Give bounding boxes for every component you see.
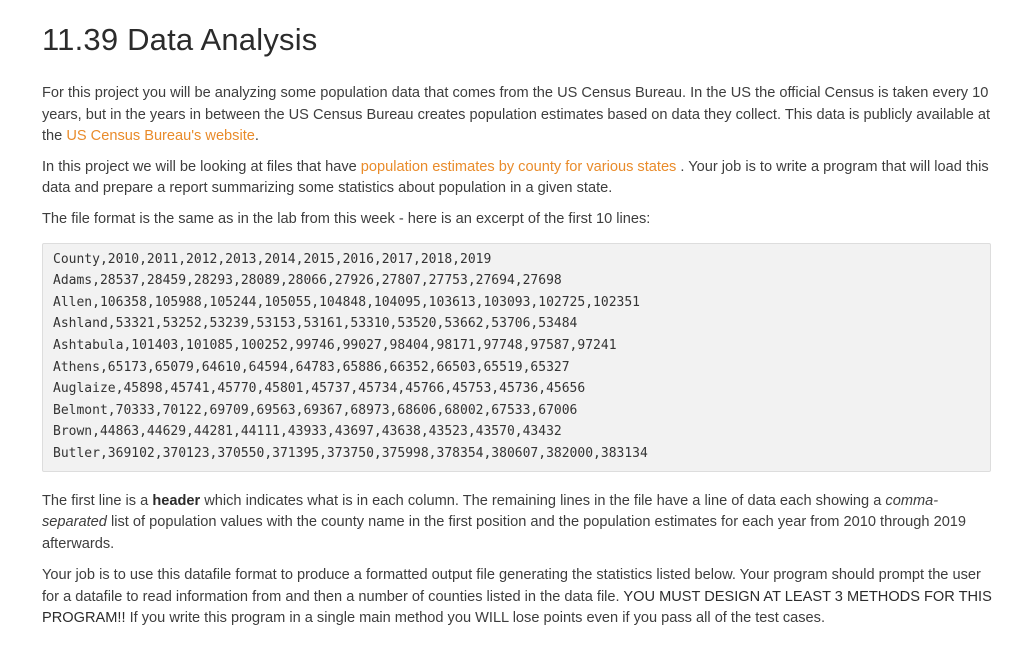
code-line: County,2010,2011,2012,2013,2014,2015,2016,2017,2018,2019 (53, 251, 492, 267)
header-para-text: The first line is a (42, 492, 153, 509)
code-line: Ashtabula,101403,101085,100252,99746,99027,98404,98171,97748,97587,97241 (53, 337, 617, 353)
project-paragraph (42, 157, 992, 200)
header-para-text: list of population values with the county name in the first position and the population estimates for each year from 2010 through 2019 afterwards. (42, 514, 967, 552)
code-line: Ashland,53321,53252,53239,53153,53161,53310,53520,53662,53706,53484 (53, 316, 578, 332)
job-paragraph (42, 565, 992, 630)
job-para-text: Your job is to use this datafile format to produce a formatted output file generating the statistics listed below. Your program should prompt the user for a datafile to read information from and then a number of counties listed in the data file. (42, 567, 981, 605)
census-website-link[interactable]: US Census Bureau's website (66, 128, 255, 145)
code-line: Butler,369102,370123,370550,371395,373750,375998,378354,380607,382000,383134 (53, 445, 648, 461)
code-line: Allen,106358,105988,105244,105055,104848,104095,103613,103093,102725,102351 (53, 294, 640, 310)
methods-requirement: YOU MUST DESIGN AT LEAST 3 METHODS FOR THIS PROGRAM!! (42, 588, 992, 627)
code-line: Belmont,70333,70122,69709,69563,69367,68973,68606,68002,67533,67006 (53, 402, 578, 418)
comma-separated-term: comma-separated (42, 492, 939, 531)
file-format-paragraph: The file format is the same as in the lab from this week - here is an excerpt of the first 10 lines: (42, 210, 651, 227)
intro-text-end: . (254, 128, 259, 145)
project-text: In this project we will be looking at files that have (42, 158, 361, 175)
code-line: Athens,65173,65079,64610,64594,64783,65886,66352,66503,65519,65327 (53, 359, 570, 375)
header-para-text: which indicates what is in each column. The remaining lines in the file have a line of data each showing a (200, 492, 886, 509)
code-line: Adams,28537,28459,28293,28089,28066,27926,27807,27753,27694,27698 (53, 273, 562, 289)
code-line: Brown,44863,44629,44281,44111,43933,43697,43638,43523,43570,43432 (53, 424, 562, 440)
page-title: 11.39 Data Analysis (42, 22, 318, 57)
project-text-end: . Your job is to write a program that will load this data and prepare a report summarizing some statistics about population in a given state. (42, 158, 989, 197)
job-para-text: If you write this program in a single main method you WILL lose points even if you pass all of the test cases. (125, 610, 826, 627)
intro-text: For this project you will be analyzing some population data that comes from the US Census Bureau. In the US the official Census is taken every 10 years, but in the years in between the US Census Bureau creates population estimates based on data they collect. This data is publicly available at the (42, 85, 991, 145)
code-excerpt (42, 243, 991, 472)
header-description-paragraph (42, 491, 992, 556)
population-estimates-link[interactable]: population estimates by county for various states (360, 158, 677, 175)
code-line: Auglaize,45898,45741,45770,45801,45737,45734,45766,45753,45736,45656 (53, 381, 586, 397)
header-keyword: header (152, 492, 201, 509)
intro-paragraph (42, 83, 992, 148)
